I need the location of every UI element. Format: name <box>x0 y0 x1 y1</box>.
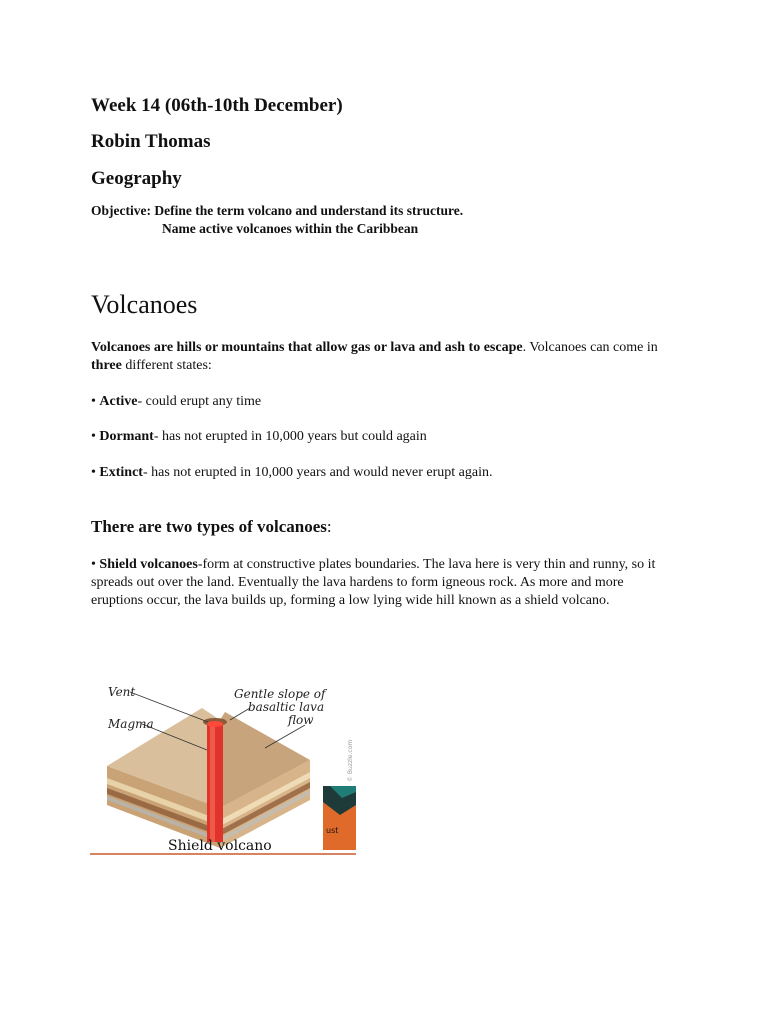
intro-three: three <box>91 358 122 373</box>
state-extinct <box>91 464 671 482</box>
watermark: © Buzzle.com <box>347 739 354 782</box>
objective-label: Objective: <box>91 203 151 218</box>
state-term: Dormant <box>99 429 154 444</box>
label-slope-1: Gentle slope of <box>234 687 326 701</box>
label-vent: Vent <box>108 685 136 699</box>
label-slope-3: flow <box>288 713 314 727</box>
state-active <box>91 393 671 411</box>
state-desc: - could erupt any time <box>137 394 262 409</box>
state-desc: - has not erupted in 10,000 years and would never erupt again. <box>142 465 493 480</box>
bullet: • <box>91 465 100 480</box>
shield-term: Shield volcanoes <box>99 557 198 572</box>
state-desc: - has not erupted in 10,000 years but could again <box>153 429 427 444</box>
bullet: • <box>91 429 100 444</box>
state-dormant <box>91 428 671 446</box>
bullet: • <box>91 394 100 409</box>
shield-volcano-diagram <box>90 680 356 855</box>
state-term: Extinct <box>99 465 143 480</box>
page-title: Volcanoes <box>91 290 198 319</box>
bullet: • <box>91 557 100 572</box>
figure-caption: Shield volcano <box>168 838 272 854</box>
types-heading-colon: : <box>326 517 332 536</box>
objective-line-1: Define the term volcano and understand its structure. <box>154 203 464 218</box>
intro-paragraph <box>91 339 671 375</box>
shield-desc: -form at constructive plates boundaries. The lava here is very thin and runny, so it spreads out over the land. Eventually the lava hardens to form igneous rock. As more and more eruptions occur, the lava builds up, forming a low lying wide hill known as a shield volcano. <box>91 557 656 608</box>
types-heading <box>91 517 332 537</box>
intro-text-1: . Volcanoes can come in <box>522 340 658 355</box>
objective-line-2: Name active volcanoes within the Caribbean <box>162 221 419 236</box>
types-heading-text: There are two types of volcanoes <box>91 517 327 536</box>
label-magma: Magma <box>108 717 154 731</box>
week-heading: Week 14 (06th-10th December) <box>91 95 343 116</box>
shield-paragraph <box>91 556 671 610</box>
intro-definition: Volcanoes are hills or mountains that allow gas or lava and ash to escape <box>91 340 523 355</box>
objective-block <box>91 202 463 238</box>
intro-text-2: different states: <box>121 358 212 373</box>
crop-text: ust <box>326 826 339 835</box>
author-name: Robin Thomas <box>91 131 211 152</box>
state-term: Active <box>99 394 138 409</box>
subject-heading: Geography <box>91 168 182 189</box>
label-slope-2: basaltic lava <box>248 700 325 714</box>
